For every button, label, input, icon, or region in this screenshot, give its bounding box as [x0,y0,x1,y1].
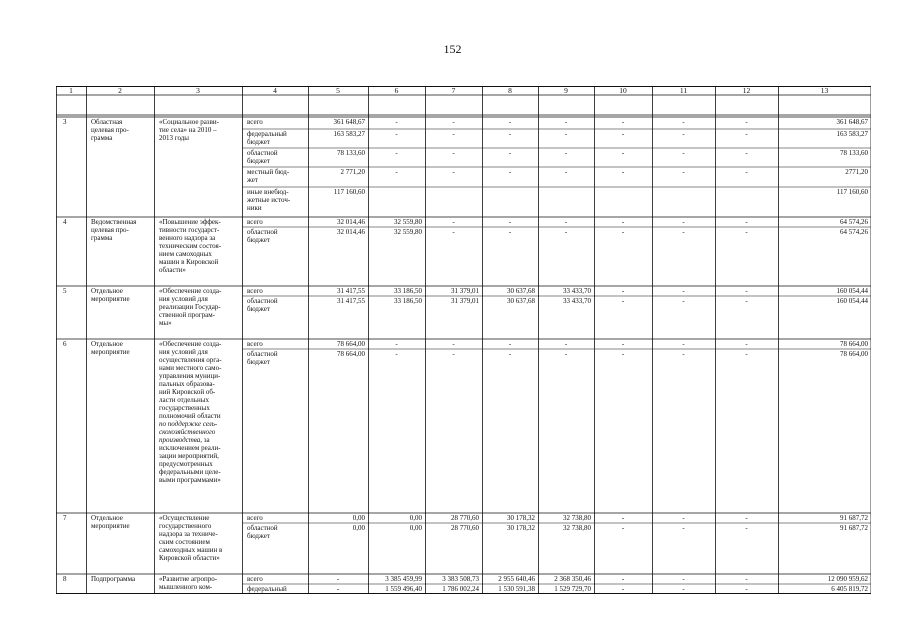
amount-cell: - [452,118,455,126]
funding-source: федеральный бюджет [247,130,287,146]
amount-cell: - [452,130,455,138]
amount-cell: 117 160,60 [836,188,868,196]
amount-cell: - [508,218,512,226]
amount-cell: 30 178,32 [507,524,535,532]
amount-cell: 0,00 [409,524,422,532]
row-number: 3 [63,118,67,126]
amount-cell: - [682,340,685,348]
amount-cell: 28 770,60 [451,514,479,522]
amount-cell: - [508,228,512,236]
row-type: Областная целевая про- грамма [91,118,129,142]
funding-source: областной бюджет [247,524,278,540]
amount-cell: 1 559 496,40 [385,585,422,593]
amount-cell: 78 664,00 [337,340,365,348]
row-number: 8 [63,575,67,583]
amount-cell: - [564,118,568,126]
funding-source: всего [247,118,263,126]
row-program-name [156,218,241,286]
amount-cell: - [745,585,748,593]
amount-cell: 1 530 591,38 [498,585,535,593]
amount-cell: - [682,575,685,583]
amount-cell: - [564,218,568,226]
amount-cell: - [508,350,512,358]
amount-cell [425,188,482,197]
amount-cell: - [508,149,512,157]
program-name-text: «Обеспечение созда- ния условий для реализации Государ- ственной програм- мы» [159,287,222,327]
amount-cell: - [745,118,748,126]
column-header: 9 [564,87,568,95]
program-name-text: «Повышение эффек- тивности государст- венного надзора за техническим состоя- нием самоходных машин в Кировской области» [159,218,222,274]
amount-cell: 1 786 002,24 [442,585,479,593]
funding-source: областной бюджет [247,149,278,165]
amount-cell: - [452,218,455,226]
amount-cell: - [395,350,398,358]
amount-cell [482,188,538,197]
program-name-italic: по поддержке сель- скохозяйственного производства, [159,420,218,444]
amount-cell: 78 664,00 [840,350,868,358]
amount-cell: - [452,340,455,348]
amount-cell: - [745,514,748,522]
amount-cell: - [621,149,625,157]
amount-cell: - [682,228,685,236]
funding-source: всего [247,287,263,295]
program-name-text: «Обеспечение созда- ния условий для осуществления орга- нами местного само- управления муници- пальных образова- ний Кировской об- ласти отдельных государственных полномочий области [159,340,222,420]
funding-source: федеральный [247,585,287,593]
amount-cell: - [564,228,568,236]
amount-cell: 32 014,46 [337,228,365,236]
funding-source: областной бюджет [247,297,278,313]
program-name-text: «Социальное разви- тие села» на 2010 – 2013 годы [159,118,219,142]
amount-cell: - [336,575,340,583]
row-number: 6 [63,340,67,348]
funding-source: областной бюджет [247,228,278,244]
amount-cell: 33 433,70 [563,297,591,305]
amount-cell: - [745,575,748,583]
amount-cell: - [621,287,625,295]
row-type: Отдельное мероприятие [91,514,130,530]
funding-source: иные внебюд- жетные источ- ники [247,188,291,212]
budget-table [56,86,871,594]
amount-cell: 163 583,27 [836,130,868,138]
column-header: 4 [273,87,277,95]
amount-cell: 163 583,27 [333,130,365,138]
amount-cell: 2771,20 [845,168,868,176]
row-type: Подпрограмма [91,575,136,583]
funding-source: областной бюджет [247,350,278,366]
amount-cell: - [621,297,625,305]
amount-cell: 3 385 459,99 [385,575,422,583]
amount-cell: 64 574,26 [840,218,868,226]
row-program-name [156,514,241,574]
amount-cell: 6 405 819,72 [831,585,868,593]
amount-cell: 31 379,01 [451,297,479,305]
amount-cell: - [621,218,625,226]
amount-cell: 30 637,68 [507,287,535,295]
amount-cell: 12 090 959,62 [827,575,868,583]
amount-cell: - [395,149,398,157]
amount-cell: - [621,130,625,138]
row-program-name [156,287,241,339]
amount-cell: 32 559,80 [394,228,422,236]
amount-cell: - [564,168,568,176]
amount-cell: - [564,340,568,348]
amount-cell: - [564,350,568,358]
amount-cell: - [745,218,748,226]
amount-cell: 2 368 350,46 [554,575,591,583]
amount-cell [652,188,715,197]
amount-cell: - [745,297,748,305]
amount-cell: - [508,168,512,176]
amount-cell: - [682,168,685,176]
funding-source: всего [247,218,263,226]
amount-cell: 33 186,50 [394,287,422,295]
amount-cell: 78 664,00 [840,340,868,348]
amount-cell: 160 054,44 [836,287,868,295]
amount-cell: 33 433,70 [563,287,591,295]
amount-cell: - [621,340,625,348]
column-header: 13 [820,87,829,95]
amount-cell: - [745,168,748,176]
amount-cell: - [508,340,512,348]
amount-cell: - [336,585,340,593]
amount-cell: - [564,130,568,138]
amount-cell: - [682,297,685,305]
amount-cell: 361 648,67 [333,118,365,126]
row-type: Ведомственная целевая про- грамма [91,218,137,242]
amount-cell: - [745,287,748,295]
amount-cell: - [621,585,625,593]
amount-cell [538,188,594,197]
amount-cell: - [621,575,625,583]
amount-cell: - [745,228,748,236]
amount-cell: - [745,350,748,358]
amount-cell: 2 771,20 [340,168,365,176]
amount-cell: 31 379,01 [451,287,479,295]
amount-cell: 1 529 729,70 [554,585,591,593]
amount-cell: 2 955 640,46 [498,575,535,583]
amount-cell: 78 664,00 [337,350,365,358]
amount-cell: 78 133,60 [337,149,365,157]
amount-cell: 91 687,72 [840,514,868,522]
amount-cell: 30 178,32 [507,514,535,522]
funding-source: всего [247,340,263,348]
amount-cell: 28 770,60 [451,524,479,532]
amount-cell: - [508,118,512,126]
amount-cell: 361 648,67 [836,118,868,126]
amount-cell: - [621,514,625,522]
amount-cell: 64 574,26 [840,228,868,236]
column-header: 11 [679,87,688,95]
amount-cell: - [682,350,685,358]
amount-cell: 32 559,80 [394,218,422,226]
amount-cell: - [682,514,685,522]
amount-cell: - [682,287,685,295]
amount-cell: - [395,118,398,126]
column-header: 2 [118,87,122,95]
amount-cell: 0,00 [352,524,365,532]
row-program-name [156,118,241,217]
column-header: 10 [619,87,627,95]
amount-cell: 78 133,60 [840,149,868,157]
amount-cell: - [745,149,748,157]
amount-cell: 91 687,72 [840,524,868,532]
amount-cell: - [395,168,398,176]
column-header: 3 [196,87,200,95]
amount-cell: - [452,149,455,157]
amount-cell: 31 417,55 [337,287,365,295]
row-number: 4 [63,218,67,226]
amount-cell: - [621,228,625,236]
column-header: 8 [508,87,512,95]
amount-cell: - [508,130,512,138]
row-number: 7 [63,514,67,522]
row-number: 5 [63,287,67,295]
amount-cell: - [621,350,625,358]
row-program-name [156,340,241,513]
amount-cell: - [682,585,685,593]
amount-cell [594,188,652,197]
amount-cell: - [682,524,685,532]
amount-cell [715,188,778,197]
amount-cell: 160 054,44 [836,297,868,305]
amount-cell: - [452,168,455,176]
amount-cell: - [682,130,685,138]
column-header: 5 [336,87,340,95]
amount-cell [368,188,425,197]
amount-cell: 30 637,68 [507,297,535,305]
amount-cell: - [745,130,748,138]
amount-cell: 117 160,60 [333,188,365,196]
amount-cell: - [682,118,685,126]
amount-cell: - [621,118,625,126]
row-program-name [156,575,241,594]
column-header: 7 [451,87,456,95]
row-type: Отдельное мероприятие [91,287,130,303]
amount-cell: 32 014,46 [337,218,365,226]
amount-cell: - [564,149,568,157]
amount-cell: 32 738,80 [563,514,591,522]
funding-source: местный бюд- жет [247,168,290,184]
funding-source: всего [247,514,263,522]
amount-cell: 3 383 508,73 [442,575,479,583]
column-header: 1 [69,87,73,95]
amount-cell: - [395,340,398,348]
page-number: 152 [443,42,462,56]
row-type: Отдельное мероприятие [91,340,130,356]
amount-cell: - [682,149,685,157]
amount-cell: - [745,340,748,348]
amount-cell: 0,00 [409,514,422,522]
amount-cell: - [452,350,455,358]
funding-source: всего [247,575,263,583]
program-name-text: «Развитие агропро- мышленного ком- [159,575,218,591]
amount-cell: - [395,130,398,138]
amount-cell: - [452,228,455,236]
column-header: 12 [742,87,751,95]
amount-cell: - [745,524,748,532]
amount-cell: 33 186,50 [394,297,422,305]
amount-cell: 32 738,80 [563,524,591,532]
program-name-tail: за исключением реали- зации мероприятий, предусмотренных федеральными целе- выми программами» [159,436,221,484]
amount-cell: - [621,168,625,176]
amount-cell: 31 417,55 [337,297,365,305]
column-header: 6 [394,87,399,95]
amount-cell: - [621,524,625,532]
program-name-text: «Осуществление государственного надзора за техниче- ским состоянием самоходных машин в Кировской области» [159,514,223,562]
amount-cell: - [682,218,685,226]
amount-cell: 0,00 [352,514,365,522]
